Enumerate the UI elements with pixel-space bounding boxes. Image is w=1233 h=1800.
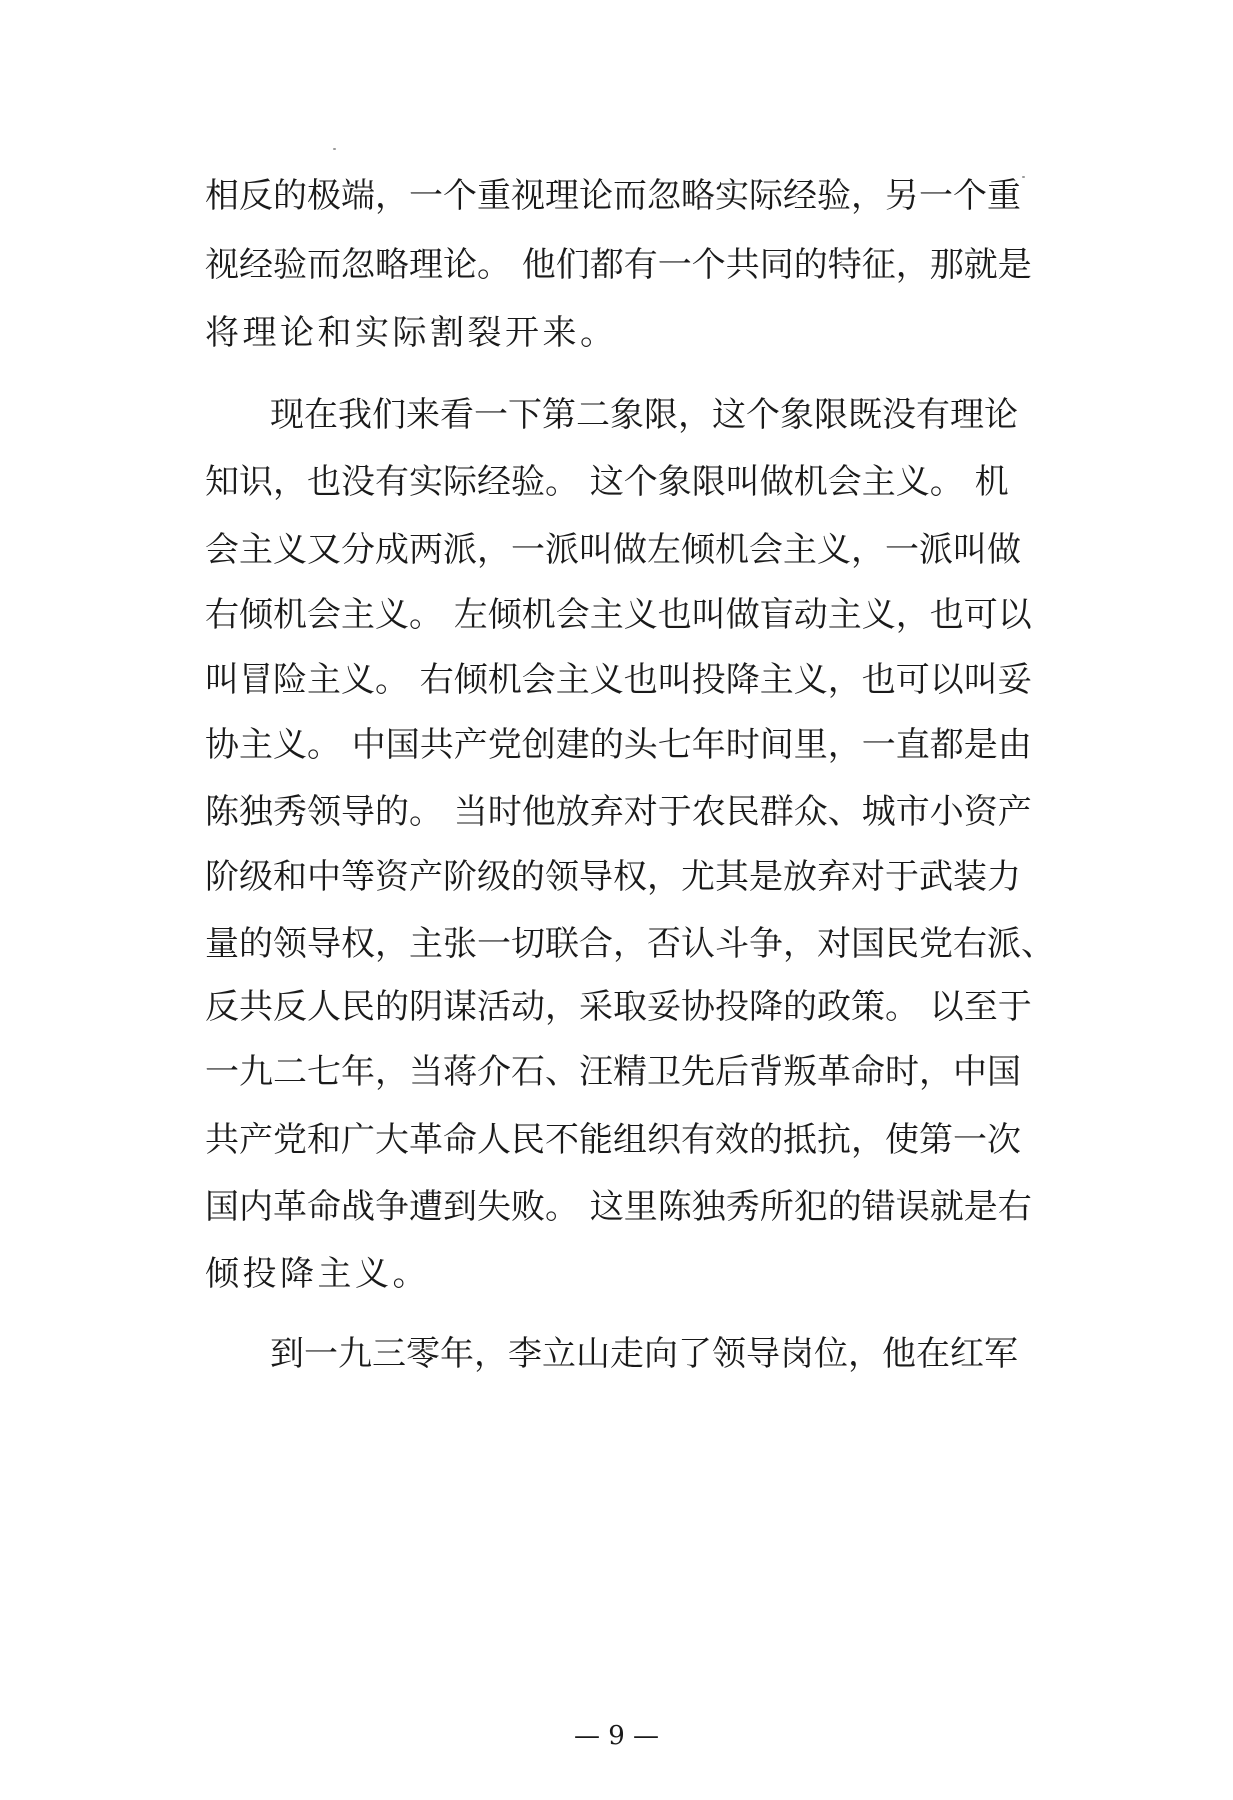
- text-line: 会主义又分成两派，一派叫做左倾机会主义，一派叫做: [205, 530, 1021, 570]
- paragraph-first-line: 到一九三零年，李立山走向了领导岗位，他在红军: [270, 1334, 1018, 1374]
- text-line: 倾投降主义。: [205, 1254, 430, 1294]
- text-line: 右倾机会主义。 左倾机会主义也叫做盲动主义，也可以: [205, 595, 1032, 635]
- text-line: 一九二七年，当蒋介石、汪精卫先后背叛革命时，中国: [205, 1052, 1021, 1092]
- page-number: — 9 —: [573, 1721, 660, 1751]
- text-line: 量的领导权，主张一切联合，否认斗争，对国民党右派、: [205, 924, 1055, 964]
- text-line: 相反的极端，一个重视理论而忽略实际经验，另一个重: [205, 176, 1021, 216]
- text-line: 国内革命战争遭到失败。 这里陈独秀所犯的错误就是右: [205, 1187, 1032, 1227]
- text-line: 将理论和实际割裂开来。: [205, 313, 618, 353]
- scan-speck: [1022, 176, 1025, 178]
- text-line: 知识，也没有实际经验。 这个象限叫做机会主义。 机: [205, 462, 1009, 502]
- text-line: 反共反人民的阴谋活动，采取妥协投降的政策。 以至于: [205, 987, 1032, 1027]
- text-line: 阶级和中等资产阶级的领导权，尤其是放弃对于武装力: [205, 857, 1021, 897]
- text-line: 陈独秀领导的。 当时他放弃对于农民群众、城市小资产: [205, 792, 1032, 832]
- scan-speck: [333, 148, 336, 150]
- text-line: 叫冒险主义。 右倾机会主义也叫投降主义，也可以叫妥: [205, 660, 1032, 700]
- text-line: 共产党和广大革命人民不能组织有效的抵抗，使第一次: [205, 1120, 1021, 1160]
- text-line: 协主义。 中国共产党创建的头七年时间里，一直都是由: [205, 725, 1032, 765]
- text-line: 视经验而忽略理论。 他们都有一个共同的特征，那就是: [205, 245, 1032, 285]
- paragraph-first-line: 现在我们来看一下第二象限，这个象限既没有理论: [270, 395, 1018, 435]
